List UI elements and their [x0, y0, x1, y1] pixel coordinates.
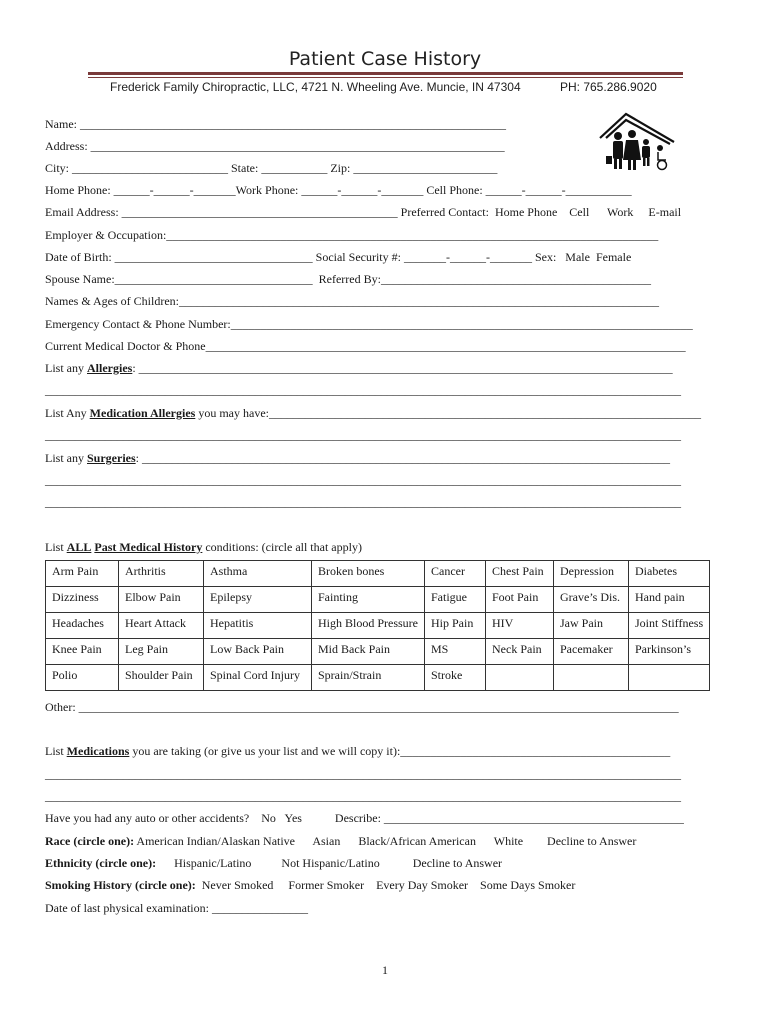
- history-suffix: conditions: (circle all that apply): [202, 540, 362, 554]
- condition-cell[interactable]: Heart Attack: [119, 613, 204, 639]
- emergency-contact-field[interactable]: Emergency Contact & Phone Number:_____________________________________________________________________________: [45, 317, 693, 331]
- condition-cell[interactable]: Dizziness: [46, 587, 119, 613]
- condition-cell[interactable]: High Blood Pressure: [312, 613, 425, 639]
- medications-extra-line-2[interactable]: __________________________________________________________________________________________________________: [45, 789, 681, 803]
- condition-cell[interactable]: Foot Pain: [486, 587, 554, 613]
- medication-allergies-extra-line[interactable]: __________________________________________________________________________________________________________: [45, 428, 681, 442]
- title-rule-thick: [88, 72, 683, 75]
- ethnicity-options[interactable]: Hispanic/Latino Not Hispanic/Latino Decline to Answer: [156, 856, 503, 870]
- last-physical-field[interactable]: Date of last physical examination: ________________: [45, 901, 308, 915]
- address-field[interactable]: Address: _____________________________________________________________________: [45, 139, 505, 153]
- condition-cell[interactable]: Stroke: [425, 665, 486, 691]
- medical-history-table: [45, 560, 710, 691]
- allergies-extra-line[interactable]: __________________________________________________________________________________________________________: [45, 383, 681, 397]
- condition-cell[interactable]: Fainting: [312, 587, 425, 613]
- medication-allergies-label: Medication Allergies: [89, 406, 196, 420]
- medications-label: Medications: [66, 744, 130, 758]
- surgeries-label: Surgeries: [87, 451, 136, 465]
- condition-cell[interactable]: Hand pain: [629, 587, 710, 613]
- ethnicity-label: Ethnicity (circle one):: [45, 856, 157, 870]
- condition-cell: [486, 665, 554, 691]
- email-preferred-contact-field[interactable]: Email Address: ______________________________________________ Preferred Contact: Home Phone Cell Work E-mail: [45, 205, 682, 219]
- race-label: Race (circle one):: [45, 834, 135, 848]
- medications-extra-line-1[interactable]: __________________________________________________________________________________________________________: [45, 767, 681, 781]
- practice-address: Frederick Family Chiropractic, LLC, 4721 N. Wheeling Ave. Muncie, IN 47304: [110, 80, 521, 94]
- phone-fields[interactable]: Home Phone: ______-______-_______Work Phone: ______-______-_______ Cell Phone: ______-______-___________: [45, 183, 632, 197]
- allergies-field[interactable]: [45, 361, 673, 375]
- condition-cell[interactable]: Fatigue: [425, 587, 486, 613]
- condition-cell[interactable]: Leg Pain: [119, 639, 204, 665]
- medication-allergies-field[interactable]: [45, 406, 701, 420]
- condition-cell[interactable]: Headaches: [46, 613, 119, 639]
- page-number: 1: [382, 963, 388, 977]
- condition-cell[interactable]: Cancer: [425, 561, 486, 587]
- surgeries-blank: : ________________________________________________________________________________________: [135, 451, 670, 465]
- condition-cell[interactable]: Sprain/Strain: [312, 665, 425, 691]
- condition-cell[interactable]: Shoulder Pain: [119, 665, 204, 691]
- medical-history-heading: [45, 540, 362, 554]
- medications-blank: you are taking (or give us your list and we will copy it):_____________________________________________: [129, 744, 671, 758]
- condition-cell[interactable]: Spinal Cord Injury: [204, 665, 312, 691]
- condition-cell[interactable]: Jaw Pain: [554, 613, 629, 639]
- allergies-label: Allergies: [87, 361, 133, 375]
- condition-cell[interactable]: Asthma: [204, 561, 312, 587]
- medical-doctor-field[interactable]: Current Medical Doctor & Phone________________________________________________________________________________: [45, 339, 686, 353]
- condition-cell[interactable]: Depression: [554, 561, 629, 587]
- history-past: Past Medical History: [94, 540, 203, 554]
- condition-cell[interactable]: Mid Back Pain: [312, 639, 425, 665]
- condition-cell[interactable]: Polio: [46, 665, 119, 691]
- medication-allergies-blank: you may have:________________________________________________________________________: [195, 406, 701, 420]
- table-row: [46, 665, 710, 691]
- race-field[interactable]: [45, 834, 636, 848]
- condition-cell[interactable]: Low Back Pain: [204, 639, 312, 665]
- condition-cell[interactable]: Arm Pain: [46, 561, 119, 587]
- condition-cell[interactable]: HIV: [486, 613, 554, 639]
- condition-cell[interactable]: Epilepsy: [204, 587, 312, 613]
- history-all: ALL: [66, 540, 92, 554]
- accidents-field[interactable]: Have you had any auto or other accidents? No Yes Describe: __________________________________________________: [45, 811, 684, 825]
- condition-cell[interactable]: Joint Stiffness: [629, 613, 710, 639]
- employer-field[interactable]: Employer & Occupation:__________________________________________________________________________________: [45, 228, 659, 242]
- city-state-zip-field[interactable]: City: __________________________ State: ___________ Zip: ________________________: [45, 161, 498, 175]
- practice-phone: PH: 765.286.9020: [560, 80, 657, 94]
- allergies-prefix: List any: [45, 361, 87, 375]
- smoking-field[interactable]: [45, 878, 575, 892]
- surgeries-extra-line-1[interactable]: __________________________________________________________________________________________________________: [45, 473, 681, 487]
- condition-cell[interactable]: Parkinson’s: [629, 639, 710, 665]
- condition-cell[interactable]: Diabetes: [629, 561, 710, 587]
- condition-cell[interactable]: Broken bones: [312, 561, 425, 587]
- condition-cell[interactable]: Neck Pain: [486, 639, 554, 665]
- condition-cell[interactable]: Hip Pain: [425, 613, 486, 639]
- table-row: [46, 639, 710, 665]
- smoking-options[interactable]: Never Smoked Former Smoker Every Day Smoker Some Days Smoker: [195, 878, 576, 892]
- race-options[interactable]: American Indian/Alaskan Native Asian Black/African American White Decline to Answer: [134, 834, 637, 848]
- surgeries-extra-line-2[interactable]: __________________________________________________________________________________________________________: [45, 495, 681, 509]
- condition-cell[interactable]: Hepatitis: [204, 613, 312, 639]
- medication-allergies-prefix: List Any: [45, 406, 90, 420]
- condition-cell: [554, 665, 629, 691]
- condition-cell[interactable]: Elbow Pain: [119, 587, 204, 613]
- spouse-referred-field[interactable]: Spouse Name:_________________________________ Referred By:_____________________________________________: [45, 272, 651, 286]
- history-prefix: List: [45, 540, 67, 554]
- surgeries-prefix: List any: [45, 451, 87, 465]
- condition-cell[interactable]: Arthritis: [119, 561, 204, 587]
- children-field[interactable]: Names & Ages of Children:________________________________________________________________________________: [45, 294, 659, 308]
- other-field[interactable]: Other: ____________________________________________________________________________________________________: [45, 700, 679, 714]
- condition-cell[interactable]: MS: [425, 639, 486, 665]
- dob-ssn-sex-field[interactable]: Date of Birth: _________________________________ Social Security #: _______-______-_______ Sex: Male Female: [45, 250, 632, 264]
- condition-cell[interactable]: Knee Pain: [46, 639, 119, 665]
- surgeries-field[interactable]: [45, 451, 670, 465]
- family-under-roof-logo: [596, 110, 676, 172]
- condition-cell: [629, 665, 710, 691]
- ethnicity-field[interactable]: [45, 856, 502, 870]
- condition-cell[interactable]: Grave’s Dis.: [554, 587, 629, 613]
- page-title: Patient Case History: [288, 48, 482, 70]
- condition-cell[interactable]: Chest Pain: [486, 561, 554, 587]
- title-rule-thin: [88, 77, 683, 78]
- allergies-blank: : _________________________________________________________________________________________: [132, 361, 673, 375]
- condition-cell[interactable]: Pacemaker: [554, 639, 629, 665]
- smoking-label: Smoking History (circle one):: [45, 878, 196, 892]
- table-row: [46, 561, 710, 587]
- table-row: [46, 613, 710, 639]
- name-field[interactable]: Name: _______________________________________________________________________: [45, 117, 506, 131]
- table-row: [46, 587, 710, 613]
- medications-field[interactable]: [45, 744, 670, 758]
- medications-prefix: List: [45, 744, 67, 758]
